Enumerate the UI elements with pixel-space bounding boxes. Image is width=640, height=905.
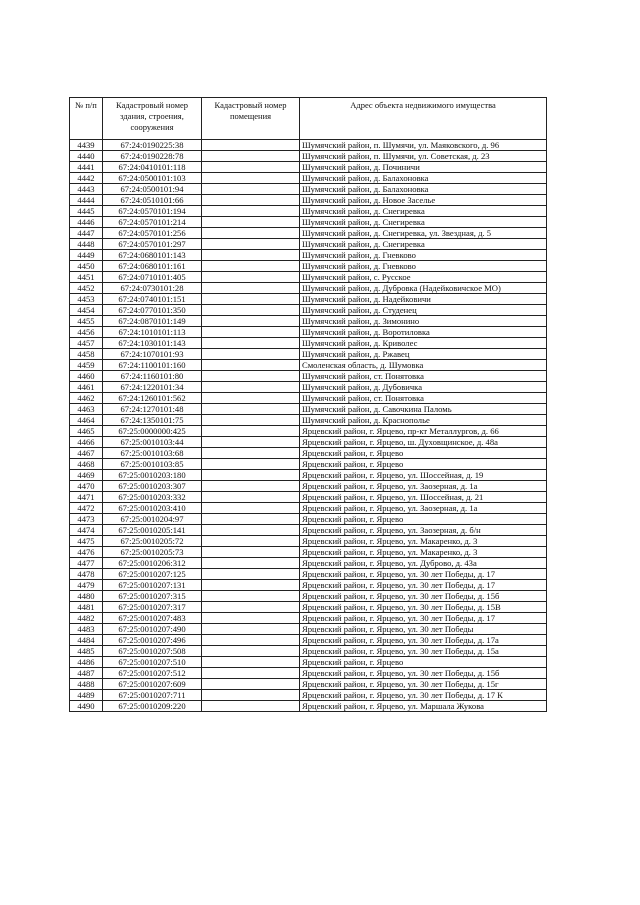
row-number-cell: 4481 (70, 602, 103, 613)
table-row (70, 250, 547, 261)
premises-cadastral-number-cell (202, 437, 300, 448)
building-cadastral-number-cell: 67:24:0710101:405 (103, 272, 202, 283)
premises-cadastral-number-cell (202, 668, 300, 679)
table-row (70, 327, 547, 338)
building-cadastral-number-cell: 67:24:0500101:94 (103, 184, 202, 195)
row-number-cell: 4476 (70, 547, 103, 558)
row-number-cell: 4451 (70, 272, 103, 283)
address-cell: Шумячский район, с. Русское (300, 272, 547, 283)
table-row (70, 338, 547, 349)
premises-cadastral-number-cell (202, 261, 300, 272)
header-property-address: Адрес объекта недвижимого имущества (300, 98, 547, 140)
building-cadastral-number-cell: 67:24:0410101:118 (103, 162, 202, 173)
row-number-cell: 4483 (70, 624, 103, 635)
address-cell: Шумячский район, п. Шумячи, ул. Маяковского, д. 96 (300, 140, 547, 151)
row-number-cell: 4440 (70, 151, 103, 162)
building-cadastral-number-cell: 67:25:0010207:508 (103, 646, 202, 657)
row-number-cell: 4474 (70, 525, 103, 536)
premises-cadastral-number-cell (202, 173, 300, 184)
header-row (70, 98, 547, 140)
address-cell: Смоленская область, д. Шумовка (300, 360, 547, 371)
address-cell: Ярцевский район, г. Ярцево, ул. 30 лет Победы, д. 15б (300, 591, 547, 602)
address-cell: Ярцевский район, г. Ярцево, пр-кт Металлургов, д. 66 (300, 426, 547, 437)
address-cell: Ярцевский район, г. Ярцево, ул. 30 лет Победы, д. 17 К (300, 690, 547, 701)
building-cadastral-number-cell: 67:24:1030101:143 (103, 338, 202, 349)
address-cell: Шумячский район, д. Дубровка (Надейковичское МО) (300, 283, 547, 294)
building-cadastral-number-cell: 67:24:1160101:80 (103, 371, 202, 382)
building-cadastral-number-cell: 67:25:0010209:220 (103, 701, 202, 712)
table-row (70, 415, 547, 426)
building-cadastral-number-cell: 67:24:0570101:214 (103, 217, 202, 228)
table-row (70, 580, 547, 591)
premises-cadastral-number-cell (202, 404, 300, 415)
table-row (70, 591, 547, 602)
premises-cadastral-number-cell (202, 338, 300, 349)
table-row (70, 349, 547, 360)
building-cadastral-number-cell: 67:25:0010207:510 (103, 657, 202, 668)
address-cell: Шумячский район, д. Гневково (300, 261, 547, 272)
row-number-cell: 4460 (70, 371, 103, 382)
row-number-cell: 4453 (70, 294, 103, 305)
building-cadastral-number-cell: 67:25:0010205:73 (103, 547, 202, 558)
table-row (70, 503, 547, 514)
row-number-cell: 4490 (70, 701, 103, 712)
row-number-cell: 4475 (70, 536, 103, 547)
address-cell: Шумячский район, д. Ржавец (300, 349, 547, 360)
address-cell: Ярцевский район, г. Ярцево, ул. Шоссейная, д. 21 (300, 492, 547, 503)
premises-cadastral-number-cell (202, 690, 300, 701)
premises-cadastral-number-cell (202, 371, 300, 382)
address-cell: Ярцевский район, г. Ярцево (300, 657, 547, 668)
premises-cadastral-number-cell (202, 239, 300, 250)
premises-cadastral-number-cell (202, 162, 300, 173)
table-row (70, 448, 547, 459)
address-cell: Ярцевский район, г. Ярцево, ул. 30 лет Победы, д. 17а (300, 635, 547, 646)
premises-cadastral-number-cell (202, 217, 300, 228)
premises-cadastral-number-cell (202, 316, 300, 327)
premises-cadastral-number-cell (202, 503, 300, 514)
row-number-cell: 4445 (70, 206, 103, 217)
header-building-cadastral-number: Кадастровый номер здания, строения, сооружения (103, 98, 202, 140)
row-number-cell: 4470 (70, 481, 103, 492)
building-cadastral-number-cell: 67:25:0010207:711 (103, 690, 202, 701)
table-row (70, 316, 547, 327)
premises-cadastral-number-cell (202, 470, 300, 481)
premises-cadastral-number-cell (202, 151, 300, 162)
address-cell: Ярцевский район, г. Ярцево, ул. 30 лет Победы, д. 17 (300, 613, 547, 624)
building-cadastral-number-cell: 67:25:0010207:317 (103, 602, 202, 613)
table-row (70, 668, 547, 679)
row-number-cell: 4457 (70, 338, 103, 349)
address-cell: Шумячский район, д. Гневково (300, 250, 547, 261)
address-cell: Шумячский район, д. Савочкина Паломь (300, 404, 547, 415)
table-row (70, 195, 547, 206)
table-row (70, 294, 547, 305)
table-row (70, 239, 547, 250)
table-row (70, 701, 547, 712)
address-cell: Ярцевский район, г. Ярцево, ул. 30 лет Победы, д. 17 (300, 569, 547, 580)
address-cell: Ярцевский район, г. Ярцево, ул. Заозерная, д. б/н (300, 525, 547, 536)
premises-cadastral-number-cell (202, 646, 300, 657)
premises-cadastral-number-cell (202, 536, 300, 547)
address-cell: Ярцевский район, г. Ярцево, ул. Дуброво, д. 43а (300, 558, 547, 569)
building-cadastral-number-cell: 67:25:0010103:68 (103, 448, 202, 459)
address-cell: Шумячский район, д. Криволес (300, 338, 547, 349)
address-cell: Ярцевский район, г. Ярцево (300, 459, 547, 470)
address-cell: Ярцевский район, г. Ярцево, ул. 30 лет Победы, д. 15г (300, 679, 547, 690)
address-cell: Ярцевский район, г. Ярцево, ул. 30 лет Победы (300, 624, 547, 635)
table-row (70, 173, 547, 184)
row-number-cell: 4462 (70, 393, 103, 404)
table-row (70, 492, 547, 503)
address-cell: Ярцевский район, г. Ярцево, ул. 30 лет Победы, д. 17 (300, 580, 547, 591)
table-row (70, 569, 547, 580)
premises-cadastral-number-cell (202, 481, 300, 492)
row-number-cell: 4450 (70, 261, 103, 272)
row-number-cell: 4482 (70, 613, 103, 624)
premises-cadastral-number-cell (202, 393, 300, 404)
row-number-cell: 4472 (70, 503, 103, 514)
building-cadastral-number-cell: 67:24:0570101:194 (103, 206, 202, 217)
row-number-cell: 4478 (70, 569, 103, 580)
premises-cadastral-number-cell (202, 459, 300, 470)
premises-cadastral-number-cell (202, 525, 300, 536)
premises-cadastral-number-cell (202, 349, 300, 360)
address-cell: Шумячский район, д. Снегиревка (300, 217, 547, 228)
address-cell: Ярцевский район, г. Ярцево, ул. Маршала Жукова (300, 701, 547, 712)
address-cell: Ярцевский район, г. Ярцево, ул. Макаренко, д. 3 (300, 547, 547, 558)
row-number-cell: 4468 (70, 459, 103, 470)
building-cadastral-number-cell: 67:24:0190228:78 (103, 151, 202, 162)
table-row (70, 690, 547, 701)
building-cadastral-number-cell: 67:24:1100101:160 (103, 360, 202, 371)
address-cell: Шумячский район, д. Снегиревка (300, 206, 547, 217)
building-cadastral-number-cell: 67:25:0010103:85 (103, 459, 202, 470)
row-number-cell: 4480 (70, 591, 103, 602)
building-cadastral-number-cell: 67:25:0010207:490 (103, 624, 202, 635)
table-row (70, 657, 547, 668)
row-number-cell: 4466 (70, 437, 103, 448)
table-row (70, 228, 547, 239)
address-cell: Шумячский район, д. Новое Заселье (300, 195, 547, 206)
premises-cadastral-number-cell (202, 327, 300, 338)
premises-cadastral-number-cell (202, 547, 300, 558)
address-cell: Ярцевский район, г. Ярцево (300, 514, 547, 525)
row-number-cell: 4458 (70, 349, 103, 360)
header-row-number: № п/п (70, 98, 103, 140)
row-number-cell: 4464 (70, 415, 103, 426)
row-number-cell: 4439 (70, 140, 103, 151)
table-row (70, 305, 547, 316)
premises-cadastral-number-cell (202, 250, 300, 261)
premises-cadastral-number-cell (202, 206, 300, 217)
premises-cadastral-number-cell (202, 514, 300, 525)
address-cell: Ярцевский район, г. Ярцево, ул. 30 лет Победы, д. 15а (300, 646, 547, 657)
row-number-cell: 4479 (70, 580, 103, 591)
premises-cadastral-number-cell (202, 558, 300, 569)
building-cadastral-number-cell: 67:24:0680101:161 (103, 261, 202, 272)
table-row (70, 536, 547, 547)
premises-cadastral-number-cell (202, 580, 300, 591)
row-number-cell: 4485 (70, 646, 103, 657)
address-cell: Шумячский район, д. Балахоновка (300, 173, 547, 184)
building-cadastral-number-cell: 67:24:1220101:34 (103, 382, 202, 393)
address-cell: Шумячский район, ст. Понятовка (300, 371, 547, 382)
premises-cadastral-number-cell (202, 426, 300, 437)
address-cell: Шумячский район, д. Краснополье (300, 415, 547, 426)
row-number-cell: 4467 (70, 448, 103, 459)
row-number-cell: 4469 (70, 470, 103, 481)
table-row (70, 437, 547, 448)
address-cell: Шумячский район, ст. Понятовка (300, 393, 547, 404)
premises-cadastral-number-cell (202, 448, 300, 459)
table-row (70, 360, 547, 371)
building-cadastral-number-cell: 67:25:0010203:410 (103, 503, 202, 514)
table-row (70, 426, 547, 437)
table-row (70, 261, 547, 272)
building-cadastral-number-cell: 67:25:0010203:332 (103, 492, 202, 503)
table-row (70, 371, 547, 382)
row-number-cell: 4471 (70, 492, 103, 503)
premises-cadastral-number-cell (202, 294, 300, 305)
address-cell: Шумячский район, п. Шумячи, ул. Советская, д. 23 (300, 151, 547, 162)
building-cadastral-number-cell: 67:24:0570101:297 (103, 239, 202, 250)
address-cell: Шумячский район, д. Дубовичка (300, 382, 547, 393)
table-row (70, 393, 547, 404)
building-cadastral-number-cell: 67:25:0010203:307 (103, 481, 202, 492)
address-cell: Ярцевский район, г. Ярцево, ул. 30 лет Победы, д. 15б (300, 668, 547, 679)
table-row (70, 382, 547, 393)
table-row (70, 635, 547, 646)
building-cadastral-number-cell: 67:24:0730101:28 (103, 283, 202, 294)
row-number-cell: 4456 (70, 327, 103, 338)
table-row (70, 184, 547, 195)
premises-cadastral-number-cell (202, 228, 300, 239)
building-cadastral-number-cell: 67:25:0010207:483 (103, 613, 202, 624)
premises-cadastral-number-cell (202, 701, 300, 712)
premises-cadastral-number-cell (202, 272, 300, 283)
premises-cadastral-number-cell (202, 305, 300, 316)
address-cell: Ярцевский район, г. Ярцево (300, 448, 547, 459)
building-cadastral-number-cell: 67:25:0010207:315 (103, 591, 202, 602)
table-row (70, 624, 547, 635)
row-number-cell: 4465 (70, 426, 103, 437)
premises-cadastral-number-cell (202, 360, 300, 371)
building-cadastral-number-cell: 67:24:0740101:151 (103, 294, 202, 305)
row-number-cell: 4489 (70, 690, 103, 701)
row-number-cell: 4459 (70, 360, 103, 371)
building-cadastral-number-cell: 67:25:0010204:97 (103, 514, 202, 525)
premises-cadastral-number-cell (202, 635, 300, 646)
row-number-cell: 4443 (70, 184, 103, 195)
building-cadastral-number-cell: 67:24:1350101:75 (103, 415, 202, 426)
building-cadastral-number-cell: 67:25:0010207:131 (103, 580, 202, 591)
table-row (70, 558, 547, 569)
table-row (70, 272, 547, 283)
premises-cadastral-number-cell (202, 569, 300, 580)
row-number-cell: 4446 (70, 217, 103, 228)
address-cell: Шумячский район, д. Надейковичи (300, 294, 547, 305)
address-cell: Ярцевский район, г. Ярцево, ш. Духовщинское, д. 48a (300, 437, 547, 448)
row-number-cell: 4442 (70, 173, 103, 184)
address-cell: Ярцевский район, г. Ярцево, ул. Шоссейная, д. 19 (300, 470, 547, 481)
table-row (70, 162, 547, 173)
address-cell: Шумячский район, д. Воротиловка (300, 327, 547, 338)
premises-cadastral-number-cell (202, 679, 300, 690)
table-header (70, 98, 547, 140)
premises-cadastral-number-cell (202, 591, 300, 602)
building-cadastral-number-cell: 67:24:1260101:562 (103, 393, 202, 404)
address-cell: Шумячский район, д. Снегиревка, ул. Звездная, д. 5 (300, 228, 547, 239)
row-number-cell: 4484 (70, 635, 103, 646)
address-cell: Ярцевский район, г. Ярцево, ул. 30 лет Победы, д. 15В (300, 602, 547, 613)
address-cell: Шумячский район, д. Зимонино (300, 316, 547, 327)
building-cadastral-number-cell: 67:25:0010207:496 (103, 635, 202, 646)
address-cell: Шумячский район, д. Студенец (300, 305, 547, 316)
row-number-cell: 4473 (70, 514, 103, 525)
row-number-cell: 4449 (70, 250, 103, 261)
row-number-cell: 4447 (70, 228, 103, 239)
building-cadastral-number-cell: 67:25:0010207:609 (103, 679, 202, 690)
table-row (70, 459, 547, 470)
table-body (70, 140, 547, 712)
table-row (70, 679, 547, 690)
table-row (70, 140, 547, 151)
header-premises-cadastral-number: Кадастровый номер помещения (202, 98, 300, 140)
address-cell: Ярцевский район, г. Ярцево, ул. Макаренко, д. 3 (300, 536, 547, 547)
building-cadastral-number-cell: 67:25:0010205:141 (103, 525, 202, 536)
building-cadastral-number-cell: 67:25:0000000:425 (103, 426, 202, 437)
table-row (70, 514, 547, 525)
row-number-cell: 4444 (70, 195, 103, 206)
premises-cadastral-number-cell (202, 657, 300, 668)
building-cadastral-number-cell: 67:24:0770101:350 (103, 305, 202, 316)
table-row (70, 206, 547, 217)
premises-cadastral-number-cell (202, 184, 300, 195)
row-number-cell: 4488 (70, 679, 103, 690)
premises-cadastral-number-cell (202, 624, 300, 635)
premises-cadastral-number-cell (202, 382, 300, 393)
premises-cadastral-number-cell (202, 140, 300, 151)
row-number-cell: 4477 (70, 558, 103, 569)
address-cell: Ярцевский район, г. Ярцево, ул. Заозерная, д. 1а (300, 503, 547, 514)
address-cell: Ярцевский район, г. Ярцево, ул. Заозерная, д. 1а (300, 481, 547, 492)
building-cadastral-number-cell: 67:24:0870101:149 (103, 316, 202, 327)
table-row (70, 404, 547, 415)
table-row (70, 602, 547, 613)
address-cell: Шумячский район, д. Балахоновка (300, 184, 547, 195)
building-cadastral-number-cell: 67:24:1070101:93 (103, 349, 202, 360)
row-number-cell: 4487 (70, 668, 103, 679)
building-cadastral-number-cell: 67:25:0010203:180 (103, 470, 202, 481)
premises-cadastral-number-cell (202, 602, 300, 613)
table-row (70, 547, 547, 558)
premises-cadastral-number-cell (202, 492, 300, 503)
row-number-cell: 4463 (70, 404, 103, 415)
address-cell: Шумячский район, д. Снегиревка (300, 239, 547, 250)
row-number-cell: 4454 (70, 305, 103, 316)
building-cadastral-number-cell: 67:25:0010207:125 (103, 569, 202, 580)
building-cadastral-number-cell: 67:24:0500101:103 (103, 173, 202, 184)
table-row (70, 613, 547, 624)
row-number-cell: 4486 (70, 657, 103, 668)
table-row (70, 151, 547, 162)
row-number-cell: 4452 (70, 283, 103, 294)
row-number-cell: 4448 (70, 239, 103, 250)
building-cadastral-number-cell: 67:25:0010206:312 (103, 558, 202, 569)
table-row (70, 481, 547, 492)
premises-cadastral-number-cell (202, 283, 300, 294)
row-number-cell: 4455 (70, 316, 103, 327)
table-row (70, 217, 547, 228)
table-row (70, 283, 547, 294)
building-cadastral-number-cell: 67:24:0190225:38 (103, 140, 202, 151)
building-cadastral-number-cell: 67:24:0570101:256 (103, 228, 202, 239)
row-number-cell: 4441 (70, 162, 103, 173)
building-cadastral-number-cell: 67:24:1270101:48 (103, 404, 202, 415)
premises-cadastral-number-cell (202, 613, 300, 624)
table-row (70, 525, 547, 536)
property-registry-table (69, 97, 547, 712)
premises-cadastral-number-cell (202, 195, 300, 206)
address-cell: Шумячский район, д. Починичи (300, 162, 547, 173)
premises-cadastral-number-cell (202, 415, 300, 426)
table-row (70, 646, 547, 657)
building-cadastral-number-cell: 67:25:0010103:44 (103, 437, 202, 448)
building-cadastral-number-cell: 67:24:0510101:66 (103, 195, 202, 206)
building-cadastral-number-cell: 67:24:0680101:143 (103, 250, 202, 261)
row-number-cell: 4461 (70, 382, 103, 393)
building-cadastral-number-cell: 67:24:1010101:113 (103, 327, 202, 338)
table-row (70, 470, 547, 481)
building-cadastral-number-cell: 67:25:0010205:72 (103, 536, 202, 547)
building-cadastral-number-cell: 67:25:0010207:512 (103, 668, 202, 679)
